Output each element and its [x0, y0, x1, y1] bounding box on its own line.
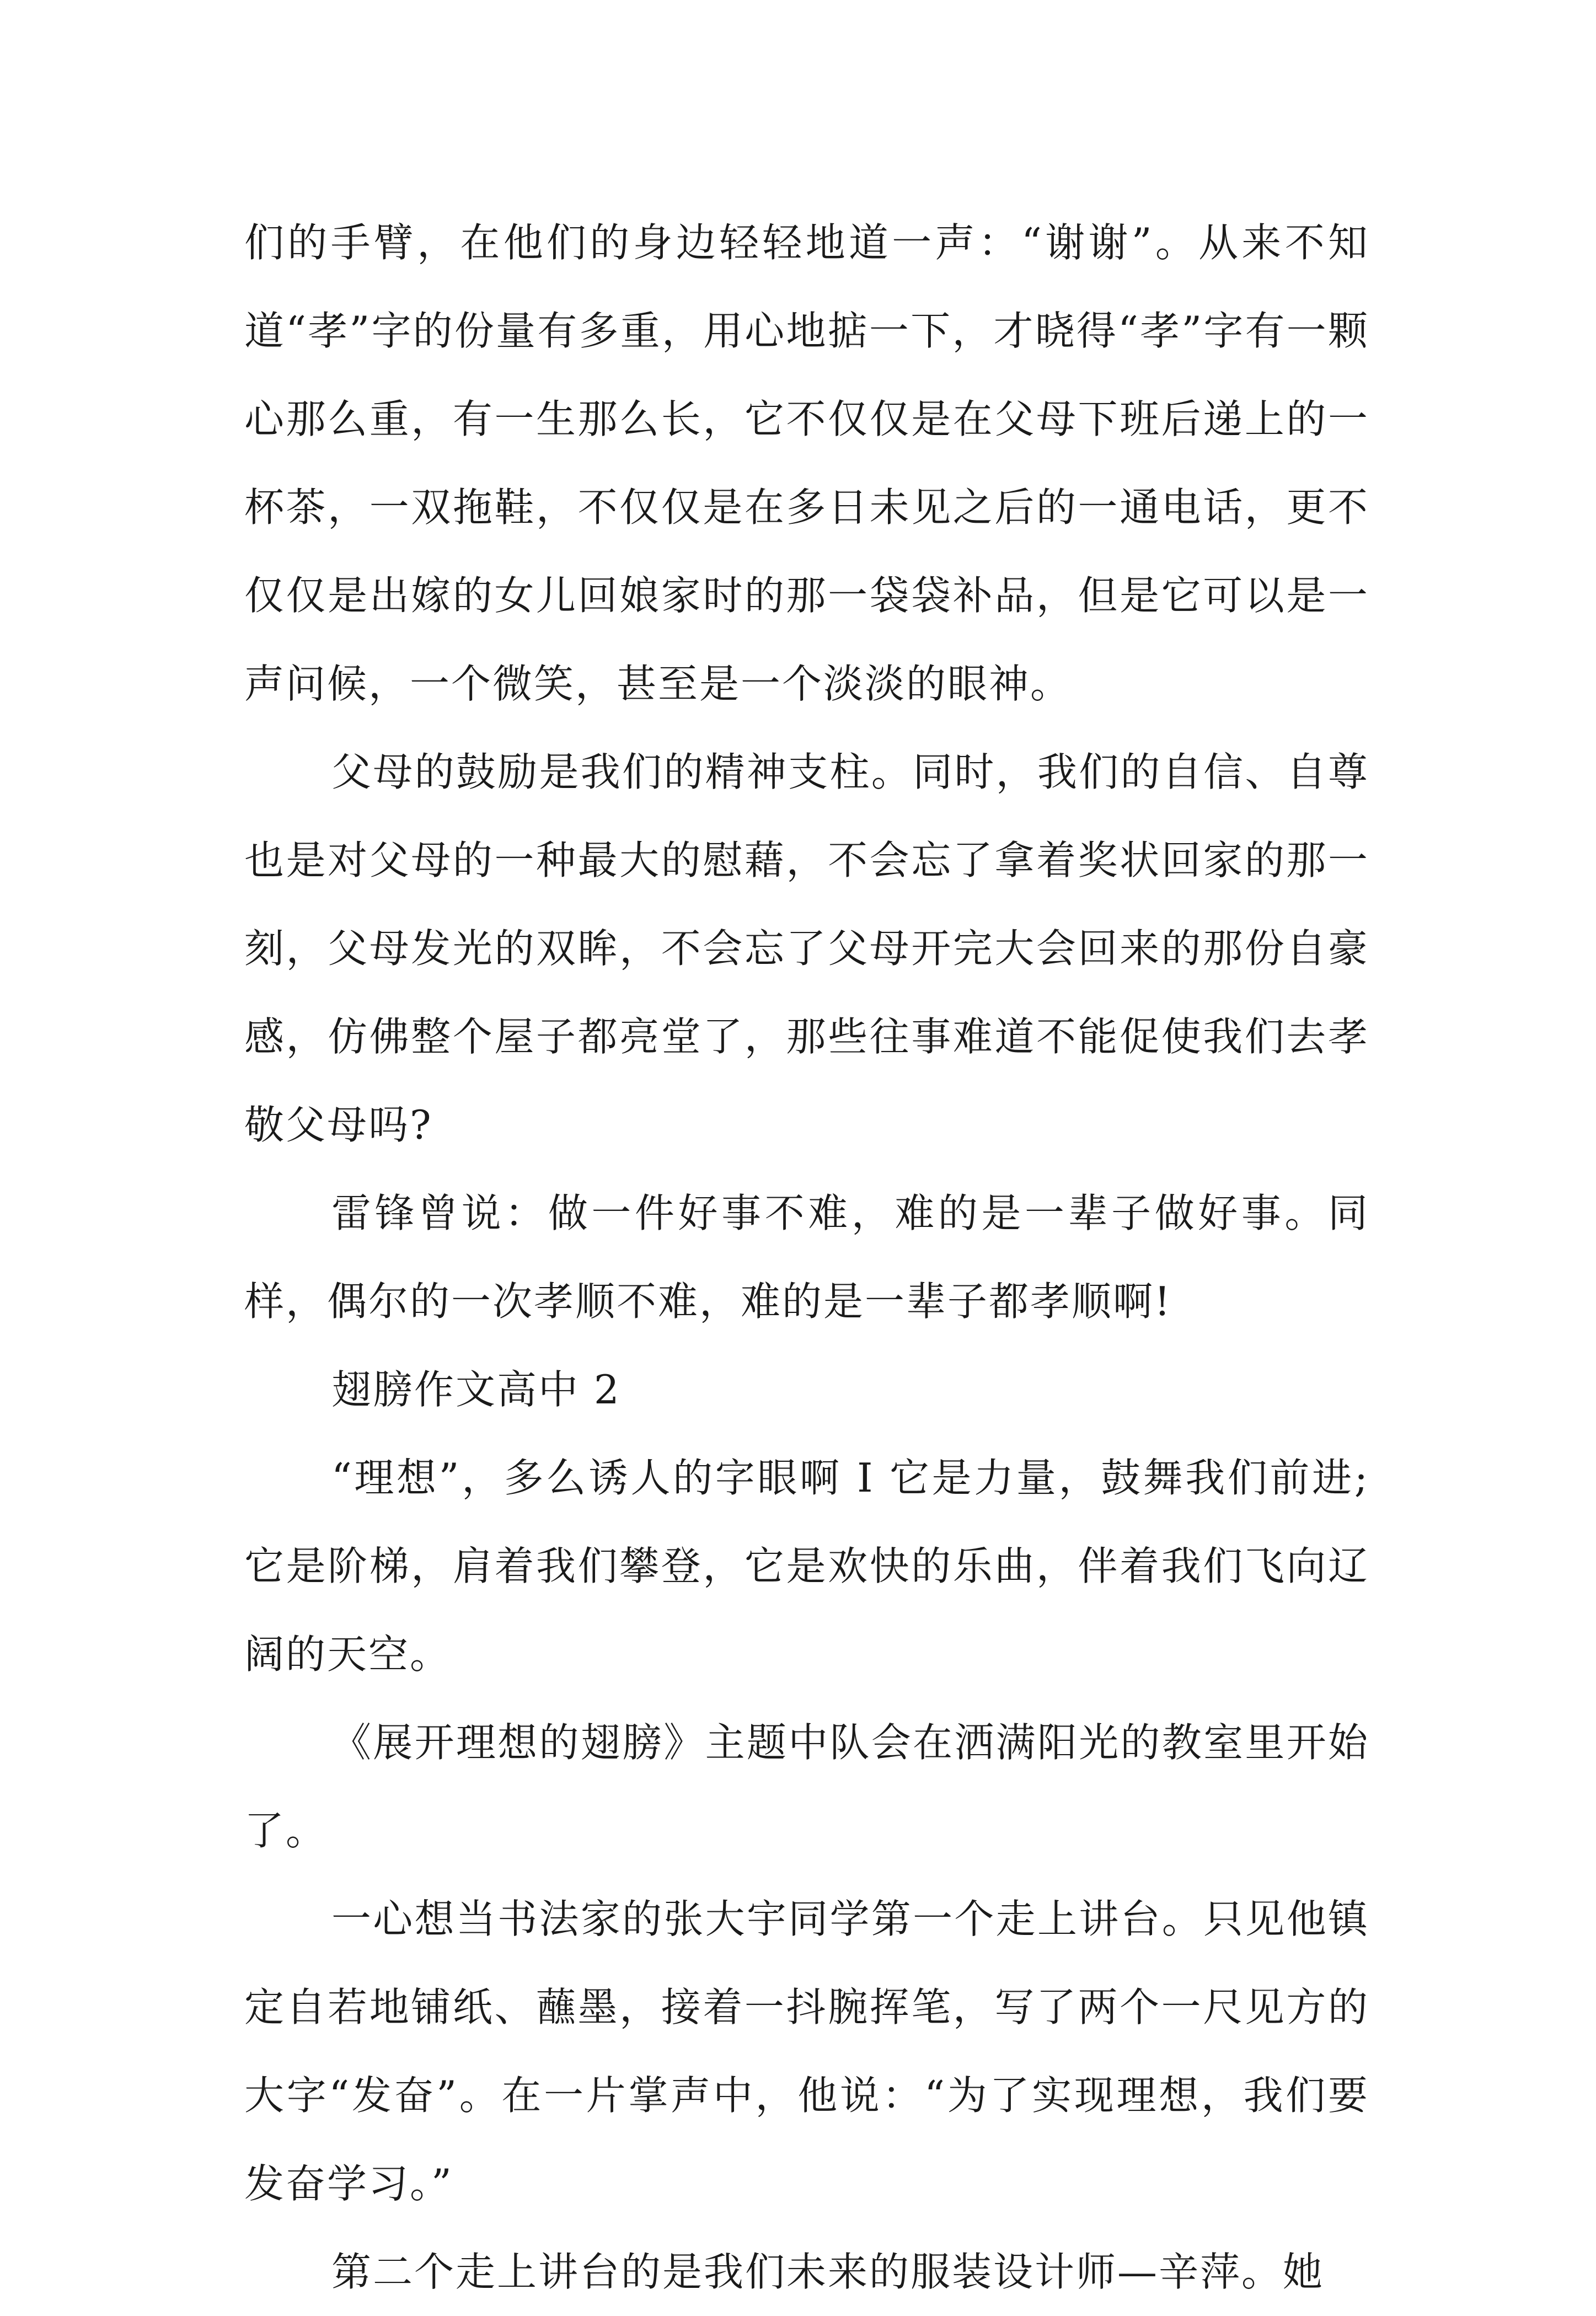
paragraph-3: 雷锋曾说：做一件好事不难，难的是一辈子做好事。同样，偶尔的一次孝顺不难，难的是一辈子都孝顺啊! [244, 1190, 1369, 1325]
paragraph-8: 第二个走上讲台的是我们未来的服装设计师—辛萍。她 [331, 2249, 1325, 2295]
paragraph-2: 父母的鼓励是我们的精神支柱。同时，我们的自信、自尊也是对父母的一种最大的慰藉，不会忘了拿着奖状回家的那一刻，父母发光的双眸，不会忘了父母开完大会回来的那份自豪感，仿佛整个屋子都亮堂了，那些往事难道不能促使我们去孝敬父母吗? [244, 749, 1369, 1148]
paragraph-7: 一心想当书法家的张大宇同学第一个走上讲台。只见他镇定自若地铺纸、蘸墨，接着一抖腕挥笔，写了两个一尺见方的大字“发奋”。在一片掌声中，他说：“为了实现理想，我们要发奋学习。” [244, 1896, 1369, 2207]
section-heading: 翅膀作文高中 2 [331, 1366, 621, 1413]
paragraph-1: 们的手臂，在他们的身边轻轻地道一声：“谢谢”。从来不知道“孝”字的份量有多重，用心地掂一下，才晓得“孝”字有一颗心那么重，有一生那么长，它不仅仅是在父母下班后递上的一杯茶，一双拖鞋，不仅仅是在多日未见之后的一通电话，更不仅仅是出嫁的女儿回娘家时的那一袋袋补品，但是它可以是一声问候，一个微笑，甚至是一个淡淡的眼神。 [244, 219, 1369, 707]
paragraph-6: 《展开理想的翅膀》主题中队会在洒满阳光的教室里开始了。 [244, 1719, 1369, 1854]
document-body [244, 199, 1369, 2316]
paragraph-5: “理想”，多么诱人的字眼啊 I 它是力量，鼓舞我们前进;它是阶梯，肩着我们攀登，它是欢快的乐曲，伴着我们飞向辽阔的天空。 [244, 1455, 1369, 1677]
